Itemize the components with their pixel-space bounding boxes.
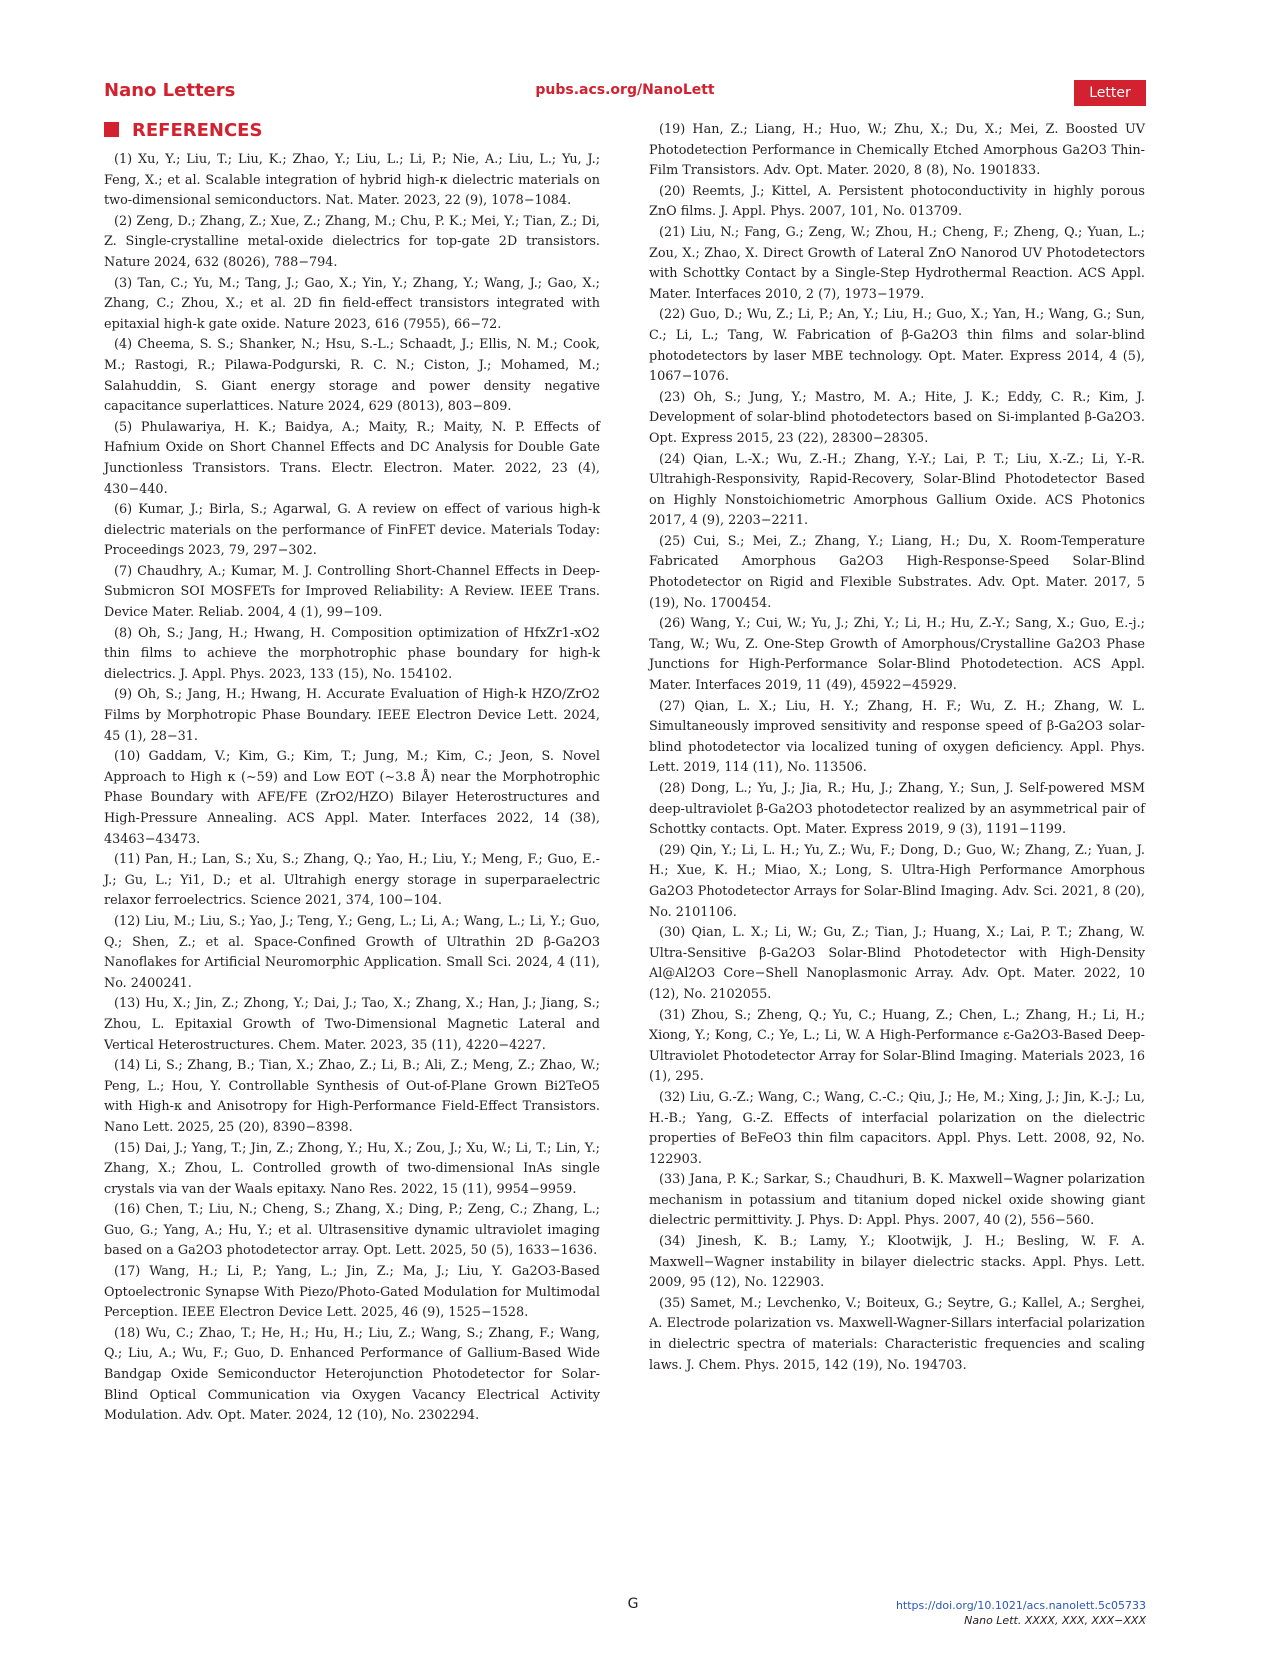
reference-item: (14) Li, S.; Zhang, B.; Tian, X.; Zhao, Z.; Li, B.; Ali, Z.; Meng, Z.; Zhao, W.; Peng, L.; Hou, Y. Controllable Synthesis of Out-of-Plane Grown Bi2TeO5 with High-κ and Anisotropy for High-Performance Field-Effect Transistors. Nano Lett. 2025, 25 (20), 8390−8398. <box>104 1058 600 1135</box>
reference-item: (27) Qian, L. X.; Liu, H. Y.; Zhang, H. F.; Wu, Z. H.; Zhang, W. L. Simultaneously improved sensitivity and response speed of β-Ga2O3 solar-blind photodetector via localized tuning of oxygen deficiency. Appl. Phys. Lett. 2019, 114 (11), No. 113506. <box>649 698 1145 776</box>
page-number: G <box>627 1596 639 1612</box>
running-header <box>104 80 1146 106</box>
reference-item: (20) Reemts, J.; Kittel, A. Persistent photoconductivity in highly porous ZnO films. J. Appl. Phys. 2007, 101, No. 013709. <box>649 183 1145 220</box>
reference-item: (21) Liu, N.; Fang, G.; Zeng, W.; Zhou, H.; Cheng, F.; Zheng, Q.; Yuan, L.; Zou, X.; Zhao, X. Direct Growth of Lateral ZnO Nanorod UV Photodetectors with Schottky Contact by a Single-Step Hydrothermal Reaction. ACS Appl. Mater. Interfaces 2010, 2 (7), 1973−1979. <box>649 224 1145 302</box>
reference-item: (6) Kumar, J.; Birla, S.; Agarwal, G. A review on effect of various high-k dielectric materials on the performance of FinFET device. Materials Today: Proceedings 2023, 79, 297−302. <box>104 502 600 559</box>
reference-item: (17) Wang, H.; Li, P.; Yang, L.; Jin, Z.; Ma, J.; Liu, Y. Ga2O3-Based Optoelectronic Synapse With Piezo/Photo-Gated Modulation for Multimodal Perception. IEEE Electron Device Lett. 2025, 46 (9), 1525−1528. <box>104 1264 600 1321</box>
reference-item: (1) Xu, Y.; Liu, T.; Liu, K.; Zhao, Y.; Liu, L.; Li, P.; Nie, A.; Liu, L.; Yu, J.; Feng, X.; et al. Scalable integration of hybrid high-κ dielectric materials on two-dimensional semiconductors. Nat. Mater. 2023, 22 (9), 1078−1084. <box>104 152 600 209</box>
section-square-icon <box>104 122 119 137</box>
reference-item: (31) Zhou, S.; Zheng, Q.; Yu, C.; Huang, Z.; Chen, L.; Zhang, H.; Li, H.; Xiong, Y.; Kong, C.; Ye, L.; Li, W. A High-Performance ε-Ga2O3-Based Deep-Ultraviolet Photodetector Array for Solar-Blind Imaging. Materials 2023, 16 (1), 295. <box>649 1007 1145 1085</box>
reference-item: (29) Qin, Y.; Li, L. H.; Yu, Z.; Wu, F.; Dong, D.; Guo, W.; Zhang, Z.; Yuan, J. H.; Xue, K. H.; Miao, X.; Long, S. Ultra-High Performance Amorphous Ga2O3 Photodetector Arrays for Solar-Blind Imaging. Adv. Sci. 2021, 8 (20), No. 2101106. <box>649 842 1145 920</box>
article-type-badge: Letter <box>1074 80 1146 106</box>
reference-item: (28) Dong, L.; Yu, J.; Jia, R.; Hu, J.; Zhang, Y.; Sun, J. Self-powered MSM deep-ultraviolet β-Ga2O3 photodetector realized by an asymmetrical pair of Schottky contacts. Opt. Mater. Express 2019, 9 (3), 1191−1199. <box>649 781 1145 838</box>
reference-item: (2) Zeng, D.; Zhang, Z.; Xue, Z.; Zhang, M.; Chu, P. K.; Mei, Y.; Tian, Z.; Di, Z. Single-crystalline metal-oxide dielectrics for top-gate 2D transistors. Nature 2024, 632 (8026), 788−794. <box>104 213 600 270</box>
reference-item: (13) Hu, X.; Jin, Z.; Zhong, Y.; Dai, J.; Tao, X.; Zhang, X.; Han, J.; Jiang, S.; Zhou, L. Epitaxial Growth of Two-Dimensional Magnetic Lateral and Vertical Heterostructures. Chem. Mater. 2023, 35 (11), 4220−4227. <box>104 996 600 1053</box>
reference-item: (33) Jana, P. K.; Sarkar, S.; Chaudhuri, B. K. Maxwell−Wagner polarization mechanism in potassium and titanium doped nickel oxide showing giant dielectric permittivity. J. Phys. D: Appl. Phys. 2007, 40 (2), 556−560. <box>649 1172 1145 1229</box>
reference-item: (5) Phulawariya, H. K.; Baidya, A.; Maity, R.; Maity, N. P. Effects of Hafnium Oxide on Short Channel Effects and DC Analysis for Double Gate Junctionless Transistors. Trans. Electr. Electron. Mater. 2022, 23 (4), 430−440. <box>104 419 600 497</box>
reference-item: (19) Han, Z.; Liang, H.; Huo, W.; Zhu, X.; Du, X.; Mei, Z. Boosted UV Photodetection Performance in Chemically Etched Amorphous Ga2O3 Thin-Film Transistors. Adv. Opt. Mater. 2020, 8 (8), No. 1901833. <box>649 122 1145 179</box>
reference-item: (32) Liu, G.-Z.; Wang, C.; Wang, C.-C.; Qiu, J.; He, M.; Xing, J.; Jin, K.-J.; Lu, H.-B.; Yang, G.-Z. Effects of interfacial polarization on the dielectric properties of BeFeO3 thin film capacitors. Appl. Phys. Lett. 2008, 92, No. 122903. <box>649 1089 1145 1167</box>
reference-item: (26) Wang, Y.; Cui, W.; Yu, J.; Zhi, Y.; Li, H.; Hu, Z.-Y.; Sang, X.; Guo, E.-j.; Tang, W.; Wu, Z. One-Step Growth of Amorphous/Crystalline Ga2O3 Phase Junctions for High-Performance Solar-Blind Photodetection. ACS Appl. Mater. Interfaces 2019, 11 (49), 45922−45929. <box>649 616 1145 694</box>
reference-item: (10) Gaddam, V.; Kim, G.; Kim, T.; Jung, M.; Kim, C.; Jeon, S. Novel Approach to High κ (∼59) and Low EOT (∼3.8 Å) near the Morphotrophic Phase Boundary with AFE/FE (ZrO2/HZO) Bilayer Heterostructures and High-Pressure Annealing. ACS Appl. Mater. Interfaces 2022, 14 (38), 43463−43473. <box>104 749 600 847</box>
reference-item: (34) Jinesh, K. B.; Lamy, Y.; Klootwijk, J. H.; Besling, W. F. A. Maxwell−Wagner instability in bilayer dielectric stacks. Appl. Phys. Lett. 2009, 95 (12), No. 122903. <box>649 1234 1145 1291</box>
right-column <box>649 120 1145 1376</box>
reference-item: (30) Qian, L. X.; Li, W.; Gu, Z.; Tian, J.; Huang, X.; Lai, P. T.; Zhang, W. Ultra-Sensitive β-Ga2O3 Solar-Blind Photodetector with High-Density Al@Al2O3 Core−Shell Nanoplasmonic Array. Adv. Opt. Mater. 2022, 10 (12), No. 2102055. <box>649 925 1145 1002</box>
reference-item: (16) Chen, T.; Liu, N.; Cheng, S.; Zhang, X.; Ding, P.; Zeng, C.; Zhang, L.; Guo, G.; Yang, A.; Hu, Y.; et al. Ultrasensitive dynamic ultraviolet imaging based on a Ga2O3 photodetector array. Opt. Lett. 2025, 50 (5), 1633−1636. <box>104 1202 600 1259</box>
doi-link[interactable]: https://doi.org/10.1021/acs.nanolett.5c05733 <box>895 1599 1146 1612</box>
reference-item: (35) Samet, M.; Levchenko, V.; Boiteux, G.; Seytre, G.; Kallel, A.; Serghei, A. Electrode polarization vs. Maxwell-Wagner-Sillars interfacial polarization in dielectric spectra of materials: Characteristic frequencies and scaling laws. J. Chem. Phys. 2015, 142 (19), No. 194703. <box>649 1295 1145 1373</box>
footer-citation-block <box>896 1598 1146 1628</box>
reference-item: (22) Guo, D.; Wu, Z.; Li, P.; An, Y.; Liu, H.; Guo, X.; Yan, H.; Wang, G.; Sun, C.; Li, L.; Tang, W. Fabrication of β-Ga2O3 thin films and solar-blind photodetectors by laser MBE technology. Opt. Mater. Express 2014, 4 (5), 1067−1076. <box>649 307 1145 385</box>
reference-item: (4) Cheema, S. S.; Shanker, N.; Hsu, S.-L.; Schaadt, J.; Ellis, N. M.; Cook, M.; Rastogi, R.; Pilawa-Podgurski, R. C. N.; Ciston, J.; Mohamed, M.; Salahuddin, S. Giant energy storage and power density negative capacitance superlattices. Nature 2024, 629 (8013), 803−809. <box>104 337 600 415</box>
references-heading-text: REFERENCES <box>132 120 263 141</box>
journal-website-link[interactable]: pubs.acs.org/NanoLett <box>535 82 715 98</box>
citation-line: Nano Lett. XXXX, XXX, XXX−XXX <box>964 1614 1146 1627</box>
reference-item: (23) Oh, S.; Jung, Y.; Mastro, M. A.; Hite, J. K.; Eddy, C. R.; Kim, J. Development of solar-blind photodetectors based on Si-implanted β-Ga2O3. Opt. Express 2015, 23 (22), 28300−28305. <box>649 389 1145 446</box>
left-column <box>104 120 600 1427</box>
reference-item: (11) Pan, H.; Lan, S.; Xu, S.; Zhang, Q.; Yao, H.; Liu, Y.; Meng, F.; Guo, E.-J.; Gu, L.; Yi1, D.; et al. Ultrahigh energy storage in superparaelectric relaxor ferroelectrics. Science 2021, 374, 100−104. <box>104 852 600 909</box>
journal-title: Nano Letters <box>104 80 236 101</box>
reference-item: (3) Tan, C.; Yu, M.; Tang, J.; Gao, X.; Yin, Y.; Zhang, Y.; Wang, J.; Gao, X.; Zhang, C.; Zhou, X.; et al. 2D fin field-effect transistors integrated with epitaxial high-k gate oxide. Nature 2023, 616 (7955), 66−72. <box>104 275 600 332</box>
reference-item: (7) Chaudhry, A.; Kumar, M. J. Controlling Short-Channel Effects in Deep-Submicron SOI MOSFETs for Improved Reliability: A Review. IEEE Trans. Device Mater. Reliab. 2004, 4 (1), 99−109. <box>104 563 600 621</box>
reference-item: (15) Dai, J.; Yang, T.; Jin, Z.; Zhong, Y.; Hu, X.; Zou, J.; Xu, W.; Li, T.; Lin, Y.; Zhang, X.; Zhou, L. Controlled growth of two-dimensional InAs single crystals via van der Waals epitaxy. Nano Res. 2022, 15 (11), 9954−9959. <box>104 1140 600 1197</box>
reference-item: (8) Oh, S.; Jang, H.; Hwang, H. Composition optimization of HfxZr1-xO2 thin films to achieve the morphotrophic phase boundary for high-k dielectrics. J. Appl. Phys. 2023, 133 (15), No. 154102. <box>104 625 600 682</box>
reference-item: (25) Cui, S.; Mei, Z.; Zhang, Y.; Liang, H.; Du, X. Room-Temperature Fabricated Amorphous Ga2O3 High-Response-Speed Solar-Blind Photodetector on Rigid and Flexible Substrates. Adv. Opt. Mater. 2017, 5 (19), No. 1700454. <box>649 533 1145 611</box>
reference-item: (24) Qian, L.-X.; Wu, Z.-H.; Zhang, Y.-Y.; Lai, P. T.; Liu, X.-Z.; Li, Y.-R. Ultrahigh-Responsivity, Rapid-Recovery, Solar-Blind Photodetector Based on Highly Nonstoichiometric Amorphous Gallium Oxide. ACS Photonics 2017, 4 (9), 2203−2211. <box>649 451 1145 529</box>
reference-item: (9) Oh, S.; Jang, H.; Hwang, H. Accurate Evaluation of High-k HZO/ZrO2 Films by Morphotropic Phase Boundary. IEEE Electron Device Lett. 2024, 45 (1), 28−31. <box>104 687 600 744</box>
reference-item: (18) Wu, C.; Zhao, T.; He, H.; Hu, H.; Liu, Z.; Wang, S.; Zhang, F.; Wang, Q.; Liu, A.; Wu, F.; Guo, D. Enhanced Performance of Gallium-Based Wide Bandgap Oxide Semiconductor Heterojunction Photodetector for Solar-Blind Optical Communication via Oxygen Vacancy Electrical Activity Modulation. Adv. Opt. Mater. 2024, 12 (10), No. 2302294. <box>104 1325 600 1424</box>
references-heading <box>104 120 600 146</box>
reference-item: (12) Liu, M.; Liu, S.; Yao, J.; Teng, Y.; Geng, L.; Li, A.; Wang, L.; Li, Y.; Guo, Q.; Shen, Z.; et al. Space-Confined Growth of Ultrathin 2D β-Ga2O3 Nanoflakes for Artificial Neuromorphic Application. Small Sci. 2024, 4 (11), No. 2400241. <box>104 913 600 991</box>
